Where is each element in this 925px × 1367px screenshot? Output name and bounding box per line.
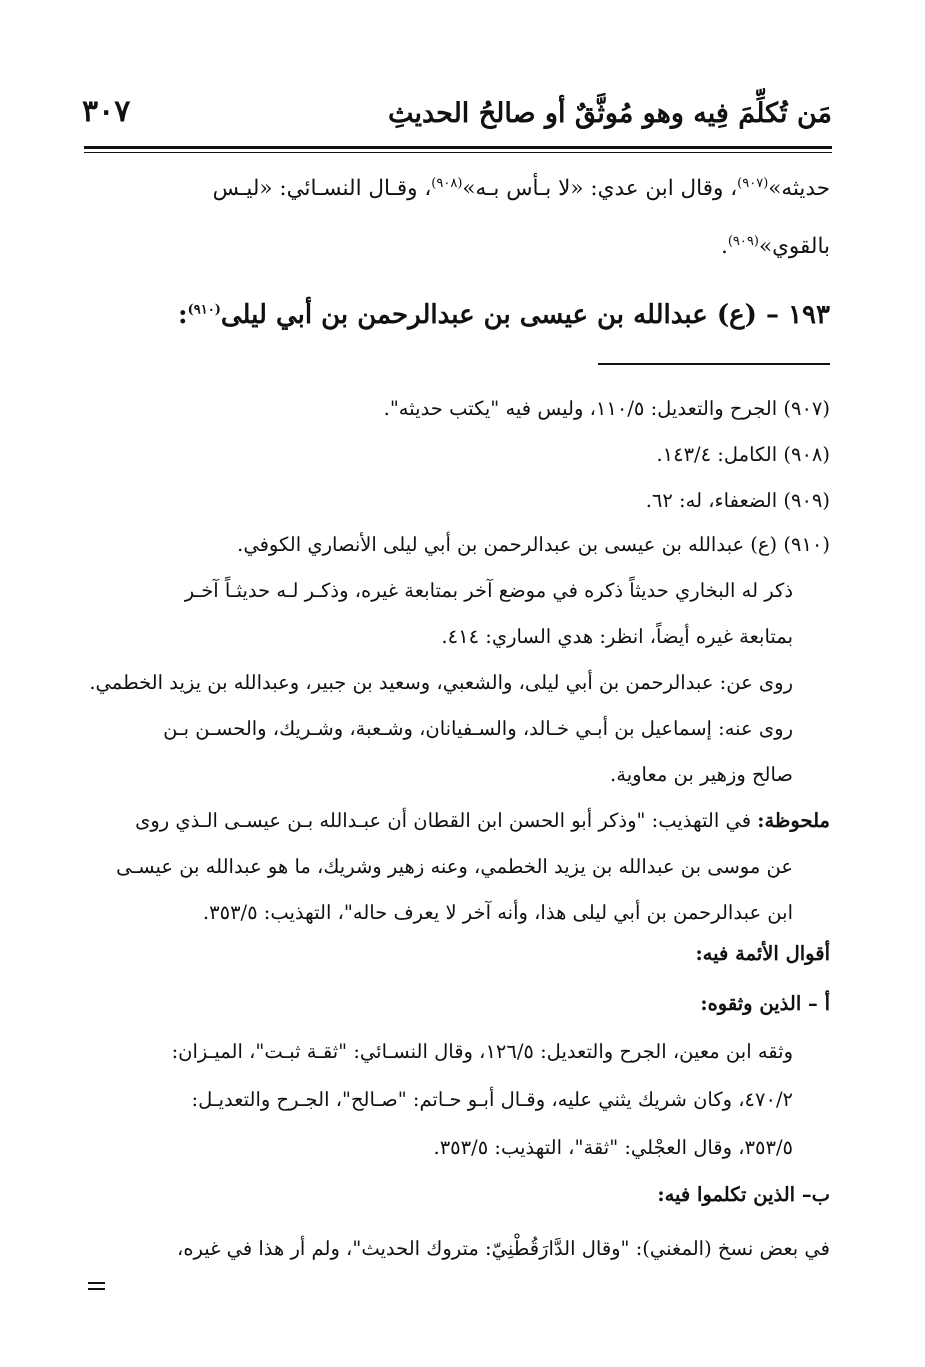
- continuation-mark: [88, 1282, 105, 1294]
- running-title: مَن تُكلِّمَ فِيه وهو مُوثَّقٌ أو صالحُ الحديثِ: [387, 98, 832, 129]
- note-line: ٣٥٣/٥، وقال العجْلي: "ثقة"، التهذيب: ٣٥٣/٥.: [433, 1136, 793, 1159]
- entry-title: (ع) عبدالله بن عيسى بن عبدالرحمن بن أبي ليلى: [220, 300, 757, 330]
- body-text: حديثه»: [768, 176, 830, 202]
- note-line: ابن عبدالرحمن بن أبي ليلى هذا، وأنه آخر لا يعرف حاله"، التهذيب: ٣٥٣/٥.: [202, 901, 793, 924]
- note-text: في التهذيب: "وذكر أبو الحسن ابن القطان أن عبـدالله بـن عيسـى الـذي روى: [135, 809, 752, 832]
- note-line: عن موسى بن عبدالله بن يزيد الخطمي، وعنه زهير وشريك، ما هو عبدالله بن عيسـى: [116, 855, 793, 878]
- body-line-2: [721, 234, 830, 259]
- footnote-908: (٩٠٨) الكامل: ١٤٣/٤.: [656, 443, 830, 466]
- running-header: [82, 92, 832, 142]
- entry-colon: :: [177, 300, 188, 330]
- entry-heading-193: [178, 300, 830, 330]
- footnote-ref-910[interactable]: (٩١٠): [187, 302, 221, 318]
- footnote-910-line: صالح وزهير بن معاوية.: [610, 763, 793, 786]
- footnote-909: (٩٠٩) الضعفاء، له: ٦٢.: [645, 489, 830, 512]
- section-heading-trusted: أ – الذين وثقوه:: [700, 992, 830, 1015]
- note-line: ٤٧٠/٢، وكان شريك يثني عليه، وقـال أبـو حـاتم: "صـالح"، الجـرح والتعديـل:: [191, 1088, 793, 1111]
- footnote-907: (٩٠٧) الجرح والتعديل: ١١٠/٥، وليس فيه "يكتب حديثه".: [383, 397, 830, 420]
- body-line-1: [213, 176, 830, 201]
- footnote-910-line: ذكر له البخاري حديثاً ذكره في موضع آخر بمتابعة غيره، وذكـر لـه حديثـاً آخـر: [184, 579, 793, 602]
- body-text: ، وقـال النسـائي: «ليـس: [212, 176, 432, 202]
- note-line: وثقه ابن معين، الجرح والتعديل: ١٢٦/٥، وقال النسـائي: "ثقـة ثبـت"، الميـزان:: [171, 1040, 793, 1063]
- footnote-910-line: بمتابعة غيره أيضاً، انظر: هدي الساري: ٤١٤.: [441, 625, 793, 648]
- page-number: ٣٠٧: [82, 94, 131, 129]
- body-text: .: [720, 234, 728, 260]
- header-rule-thin: [84, 152, 832, 153]
- section-heading-imams: أقوال الأئمة فيه:: [695, 942, 830, 965]
- note-label: ملحوظة:: [757, 809, 830, 832]
- footnote-ref-909[interactable]: (٩٠٩): [727, 234, 759, 249]
- footnote-separator: [598, 363, 830, 365]
- section-heading-critics: ب– الذين تكلموا فيه:: [657, 1183, 830, 1206]
- footnote-ref-908[interactable]: (٩٠٨): [431, 176, 463, 191]
- note-line: [135, 809, 830, 832]
- header-rule-thick: [84, 146, 832, 149]
- note-line: في بعض نسخ (المغني): "وقال الدَّارَقُطْنِيّ: متروك الحديث"، ولم أر هذا في غيره،: [177, 1237, 830, 1260]
- body-text: ، وقال ابن عدي: «لا بـأس بـه»: [462, 176, 738, 202]
- entry-number: ١٩٣ –: [766, 300, 830, 330]
- footnote-ref-907[interactable]: (٩٠٧): [737, 176, 769, 191]
- footnote-910-line: روى عن: عبدالرحمن بن أبي ليلى، والشعبي، وسعيد بن جبير، وعبدالله بن يزيد الخطمي.: [89, 671, 793, 694]
- footnote-910-line: روى عنه: إسماعيل بن أبـي خـالد، والسـفيانان، وشـعبة، وشـريك، والحسـن بـن: [163, 717, 793, 740]
- body-text: بالقوي»: [758, 234, 830, 260]
- footnote-910: (٩١٠) (ع) عبدالله بن عيسى بن عبدالرحمن بن أبي ليلى الأنصاري الكوفي.: [237, 533, 830, 556]
